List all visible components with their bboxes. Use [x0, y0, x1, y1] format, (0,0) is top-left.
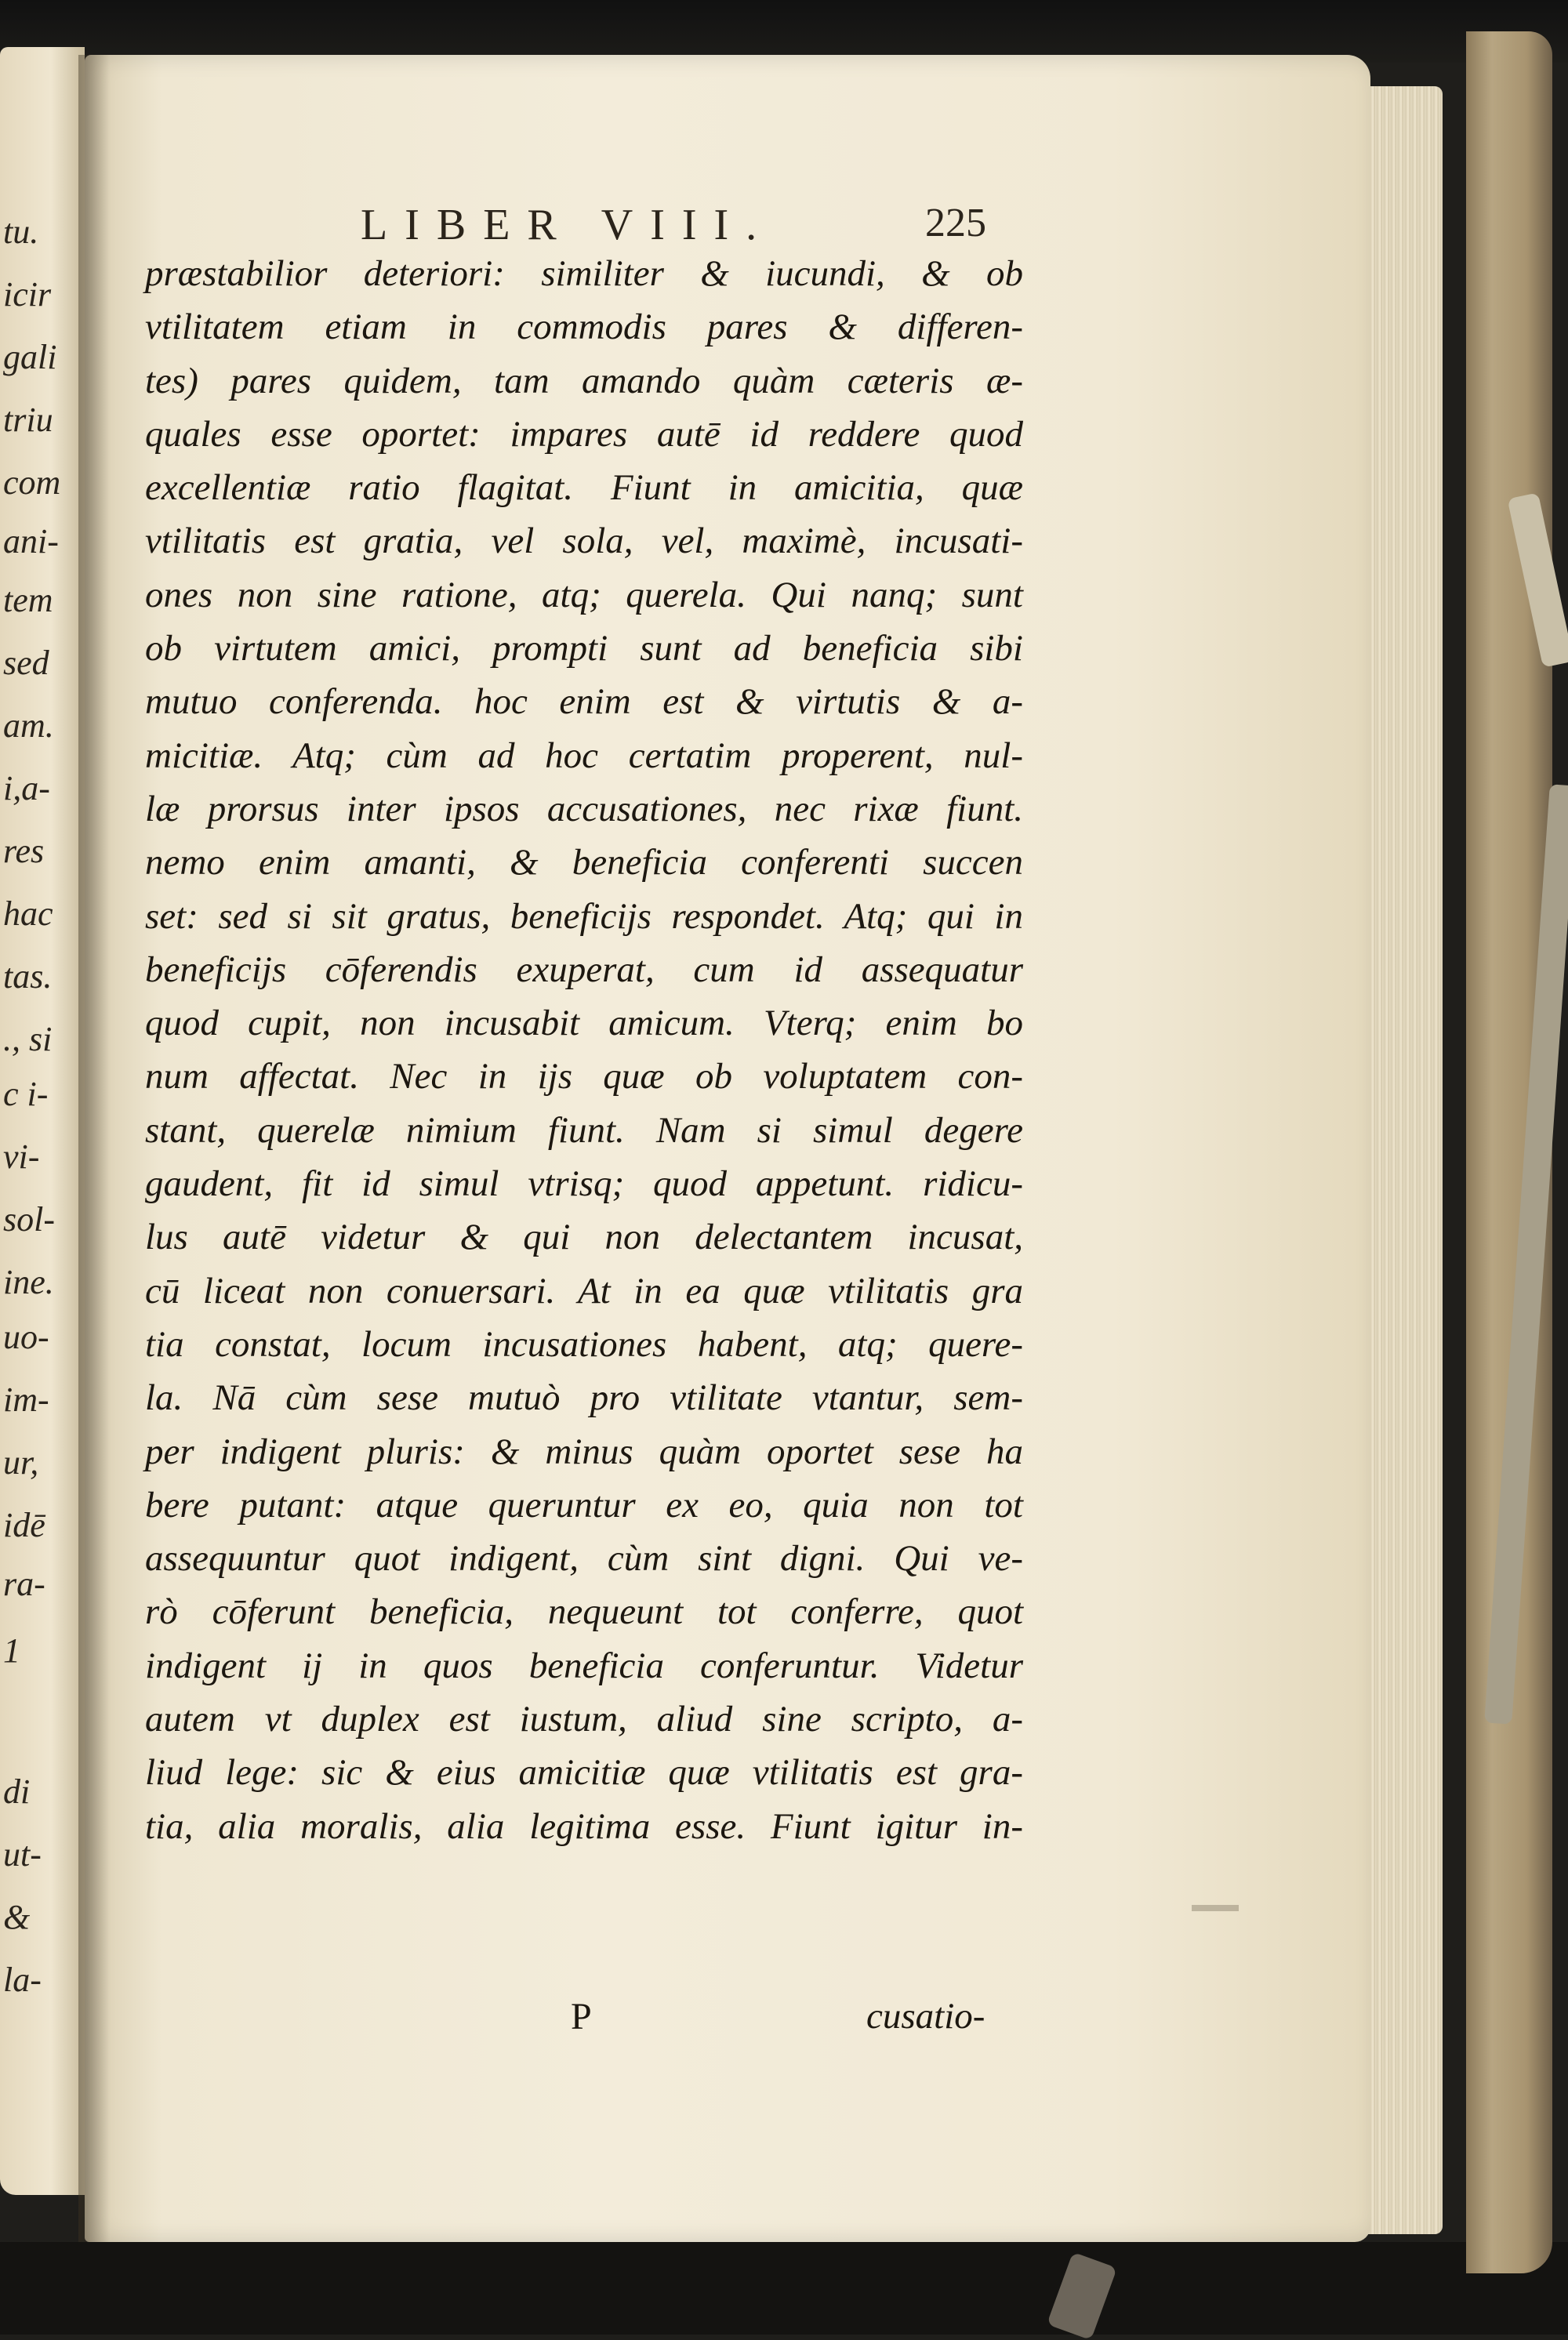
left-page-fragment: res	[3, 832, 45, 870]
left-page-fragment: tu.	[3, 212, 39, 251]
text-line: vtilitatem etiam in commodis pares & differen-	[145, 307, 1023, 348]
left-page-fragment: gali	[3, 338, 57, 376]
left-page-fragment: ut-	[3, 1835, 42, 1874]
text-line: tia constat, locum incusationes habent, atq; quere-	[145, 1323, 1023, 1365]
text-line: rò cōferunt beneficia, nequeunt tot conferre, quot	[145, 1591, 1023, 1633]
gutter-shadow	[78, 55, 110, 2242]
text-line: ob virtutem amici, prompti sunt ad beneficia sibi	[145, 628, 1023, 669]
left-page-fragment: &	[3, 1898, 31, 1936]
page-footer	[0, 1995, 1568, 2058]
folio-number: 225	[925, 201, 986, 245]
left-page-fragment: la-	[3, 1961, 42, 1999]
left-page-fragment: tem	[3, 581, 53, 619]
text-line: quales esse oportet: impares autē id reddere quod	[145, 413, 1023, 455]
text-line: tes) pares quidem, tam amando quàm cæteris æ-	[145, 360, 1023, 401]
left-page-fragment: di	[3, 1772, 31, 1811]
text-line: bere putant: atque queruntur ex eo, quia non tot	[145, 1484, 1023, 1526]
signature-mark: P	[571, 1996, 592, 2037]
text-line: indigent ij in quos beneficia conferuntur. Videtur	[145, 1645, 1023, 1686]
left-page-fragment: com	[3, 463, 61, 502]
text-line: tia, alia moralis, alia legitima esse. Fiunt igitur in-	[145, 1805, 1023, 1847]
text-line: excellentiæ ratio flagitat. Fiunt in amicitia, quæ	[145, 467, 1023, 509]
left-page-fragment: im-	[3, 1380, 49, 1419]
text-line: lus autē videtur & qui non delectantem incusat,	[145, 1217, 1023, 1258]
text-line: nemo enim amanti, & beneficia conferenti succen	[145, 842, 1023, 883]
left-page-fragment: hac	[3, 894, 53, 933]
text-line: ones non sine ratione, atq; querela. Qui nanq; sunt	[145, 574, 1023, 615]
text-line: præstabilior deteriori: similiter & iucundi, & ob	[145, 253, 1023, 294]
left-page-fragment: triu	[3, 401, 53, 439]
left-page-fragment: uo-	[3, 1318, 49, 1356]
stray-mark	[1192, 1905, 1239, 1911]
text-line: micitiæ. Atq; cùm ad hoc certatim properent, nul-	[145, 735, 1023, 776]
catchword: cusatio-	[866, 1996, 985, 2037]
left-page-fragment: c i-	[3, 1075, 49, 1113]
left-page-fragment: idē	[3, 1506, 45, 1544]
text-line: num affectat. Nec in ijs quæ ob voluptatem con-	[145, 1056, 1023, 1097]
left-page-fragment: ., si	[3, 1020, 53, 1058]
text-line: autem vt duplex est iustum, aliud sine scripto, a-	[145, 1699, 1023, 1740]
backdrop-top	[0, 0, 1568, 63]
left-page-fragment: i,a-	[3, 769, 50, 807]
left-page-fragment: icir	[3, 275, 52, 314]
text-line: per indigent pluris: & minus quàm oportet sese ha	[145, 1431, 1023, 1472]
text-block	[145, 247, 1023, 1853]
text-line: cū liceat non conuersari. At in ea quæ vtilitatis gra	[145, 1270, 1023, 1311]
left-page-fragment: vi-	[3, 1137, 40, 1176]
text-line: set: sed si sit gratus, beneficijs respondet. Atq; qui in	[145, 895, 1023, 937]
left-page-fragment: 1	[3, 1631, 20, 1670]
left-page-fragment: ani-	[3, 522, 59, 561]
left-page-fragment: tas.	[3, 957, 53, 996]
text-line: beneficijs cōferendis exuperat, cum id assequatur	[145, 949, 1023, 990]
text-line: mutuo conferenda. hoc enim est & virtutis & a-	[145, 681, 1023, 723]
text-line: stant, querelæ nimium fiunt. Nam si simul degere	[145, 1109, 1023, 1151]
left-page-fragment: sol-	[3, 1200, 55, 1239]
left-page-fragment: am.	[3, 706, 54, 745]
left-page	[0, 47, 85, 2195]
text-line: vtilitatis est gratia, vel sola, vel, maximè, incusati-	[145, 521, 1023, 562]
left-page-fragment: sed	[3, 644, 49, 682]
backdrop-bottom	[0, 2242, 1568, 2335]
text-line: gaudent, fit id simul vtrisq; quod appetunt. ridicu-	[145, 1163, 1023, 1205]
text-line: læ prorsus inter ipsos accusationes, nec rixæ fiunt.	[145, 788, 1023, 829]
text-line: la. Nā cùm sese mutuò pro vtilitate vtantur, sem-	[145, 1377, 1023, 1419]
text-line: assequuntur quot indigent, cùm sint digni. Qui ve-	[145, 1538, 1023, 1580]
running-head: LIBER VIII.	[361, 201, 775, 249]
text-line: liud lege: sic & eius amicitiæ quæ vtilitatis est gra-	[145, 1752, 1023, 1794]
text-line: quod cupit, non incusabit amicum. Vterq; enim bo	[145, 1003, 1023, 1044]
left-page-fragment: ra-	[3, 1565, 45, 1603]
left-page-fragment: ur,	[3, 1443, 39, 1482]
left-page-fragment: ine.	[3, 1263, 54, 1301]
